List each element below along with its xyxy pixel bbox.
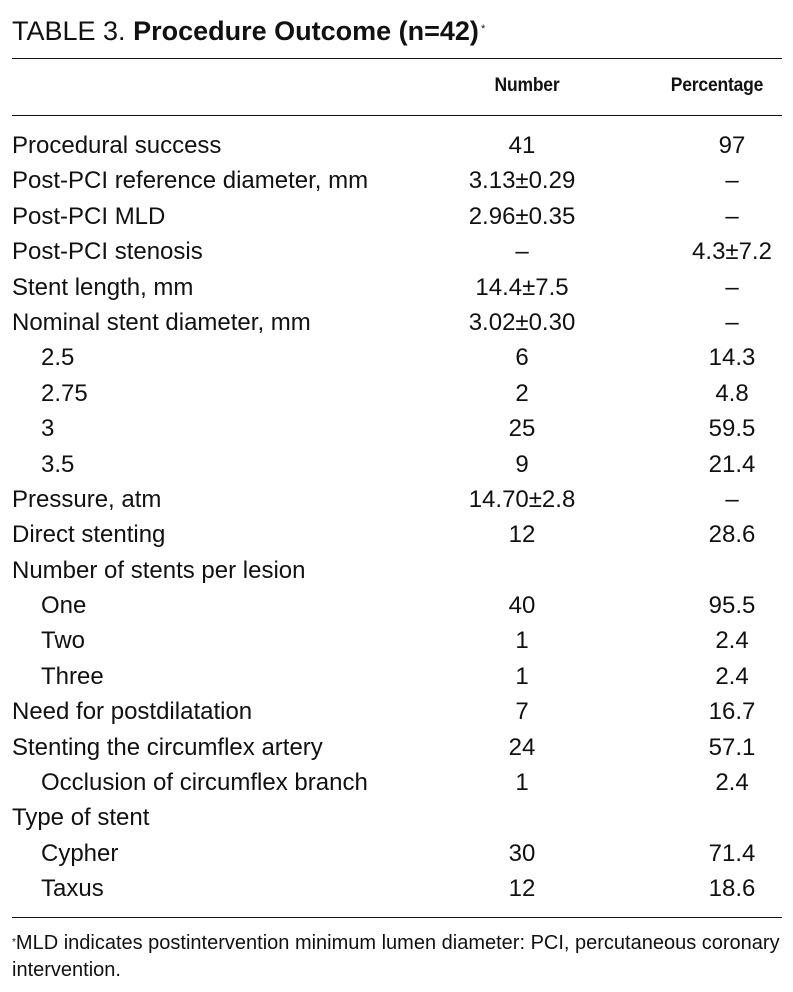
row-percentage-value: 57.1 <box>708 733 756 761</box>
row-label: Post-PCI MLD <box>12 202 166 230</box>
row-label: Pressure, atm <box>12 485 162 513</box>
row-label: Number of stents per lesion <box>12 556 306 584</box>
row-label: Cypher <box>41 839 119 867</box>
table-row <box>12 553 782 588</box>
row-number-value: 24 <box>508 733 536 761</box>
table-row <box>12 659 782 694</box>
table-row <box>12 376 782 411</box>
row-number-value: 7 <box>515 698 529 726</box>
table-number-label: TABLE 3. <box>12 16 126 46</box>
table-container <box>12 12 782 984</box>
row-number-value: 12 <box>508 875 536 903</box>
row-number-value: 14.70±2.8 <box>468 485 576 513</box>
bottom-rule <box>12 917 782 918</box>
row-number-value: 6 <box>515 344 529 372</box>
table-row <box>12 730 782 765</box>
table-row <box>12 199 782 234</box>
title-footnote-marker: * <box>480 23 486 35</box>
row-label: Stent length, mm <box>12 273 194 301</box>
row-percentage-value: – <box>725 308 739 336</box>
row-number-value: 2.96±0.35 <box>468 202 576 230</box>
table-row <box>12 411 782 446</box>
table-row <box>12 517 782 552</box>
row-number-value: 14.4±7.5 <box>475 273 569 301</box>
row-label: Post-PCI stenosis <box>12 238 203 266</box>
row-percentage-value: – <box>725 202 739 230</box>
table-row <box>12 765 782 800</box>
footnote-marker: * <box>12 936 16 948</box>
row-percentage-value: 18.6 <box>708 875 756 903</box>
row-number-value: 1 <box>515 662 529 690</box>
row-number-value: 1 <box>515 627 529 655</box>
table-row <box>12 128 782 163</box>
row-number-value: 41 <box>508 132 536 159</box>
row-number-value: 12 <box>508 521 536 549</box>
row-label: 3 <box>41 415 55 443</box>
row-percentage-value: – <box>725 273 739 301</box>
table-row <box>12 270 782 305</box>
row-label: Occlusion of circumflex branch <box>41 769 368 797</box>
header-rule <box>12 115 782 116</box>
row-number-value: 25 <box>508 415 536 443</box>
row-percentage-value: 71.4 <box>708 839 756 867</box>
row-percentage-value: – <box>725 167 739 195</box>
table-row <box>12 588 782 623</box>
row-number-value: 1 <box>515 769 529 797</box>
table-row <box>12 800 782 835</box>
row-percentage-value: – <box>725 485 739 513</box>
row-number-value: 2 <box>515 379 529 407</box>
table-row <box>12 694 782 729</box>
row-number-value: 40 <box>508 592 536 620</box>
table-row <box>12 340 782 375</box>
column-header-row <box>12 59 782 115</box>
row-label: Need for postdilatation <box>12 698 253 726</box>
table-row <box>12 482 782 517</box>
row-label: One <box>41 592 87 620</box>
row-label: 2.5 <box>41 344 75 372</box>
footnote-text: MLD indicates postintervention minimum lumen diameter: PCI, percutaneous coronary intervention. <box>12 931 780 981</box>
column-header-number: Number <box>494 75 560 96</box>
row-label: Three <box>41 662 104 690</box>
table-row <box>12 447 782 482</box>
row-percentage-value: 14.3 <box>708 344 756 372</box>
row-percentage-value: 95.5 <box>708 592 756 620</box>
row-percentage-value: 2.4 <box>715 627 749 655</box>
row-label: Post-PCI reference diameter, mm <box>12 167 369 195</box>
row-label: Type of stent <box>12 804 150 832</box>
table-row <box>12 623 782 658</box>
row-percentage-value: 59.5 <box>708 415 756 443</box>
table-body <box>12 128 782 907</box>
table-title-text: Procedure Outcome (n=42) <box>133 16 479 46</box>
row-percentage-value: 16.7 <box>708 698 756 726</box>
row-label: Nominal stent diameter, mm <box>12 308 311 336</box>
row-number-value: 30 <box>508 839 536 867</box>
table-row <box>12 234 782 269</box>
table-row <box>12 305 782 340</box>
row-number-value: 3.13±0.29 <box>468 167 576 195</box>
row-percentage-value: 2.4 <box>715 662 749 690</box>
row-label: 3.5 <box>41 450 75 478</box>
row-number-value: 3.02±0.30 <box>468 308 576 336</box>
table-row <box>12 871 782 906</box>
row-label: 2.75 <box>41 379 88 407</box>
row-percentage-value: 2.4 <box>715 769 749 797</box>
column-header-percentage: Percentage <box>670 75 764 96</box>
table-row <box>12 163 782 198</box>
row-number-value: – <box>515 238 529 266</box>
table-row <box>12 836 782 871</box>
row-label: Stenting the circumflex artery <box>12 733 323 761</box>
table-title <box>12 12 782 52</box>
row-label: Procedural success <box>12 132 222 159</box>
row-percentage-value: 97 <box>718 132 746 159</box>
row-label: Two <box>41 627 86 655</box>
row-percentage-value: 28.6 <box>708 521 756 549</box>
table-footnote <box>12 930 787 984</box>
row-percentage-value: 21.4 <box>708 450 756 478</box>
row-percentage-value: 4.8 <box>715 379 749 407</box>
row-number-value: 9 <box>515 450 529 478</box>
row-label: Direct stenting <box>12 521 166 549</box>
row-percentage-value: 4.3±7.2 <box>692 238 772 266</box>
row-label: Taxus <box>41 875 104 903</box>
